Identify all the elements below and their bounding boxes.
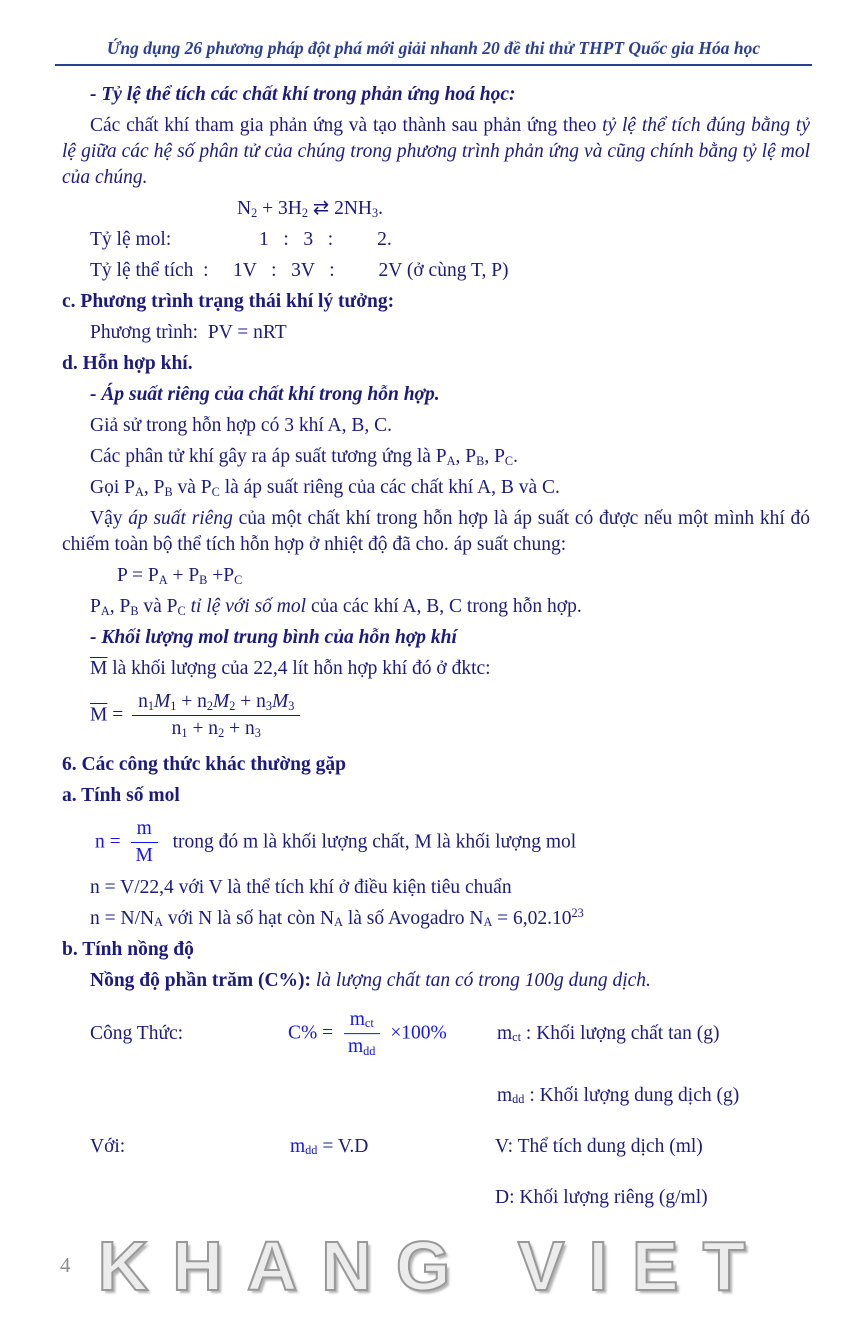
text-run: m <box>136 817 152 839</box>
text-run: 2 <box>301 205 308 220</box>
paragraph <box>62 444 810 470</box>
text-run: $\overline{M}$ <box>90 658 108 679</box>
text-run: b. Tính nồng độ <box>62 938 194 960</box>
fraction-denominator <box>130 843 159 868</box>
paragraph <box>62 563 810 589</box>
text-run: = <box>107 704 129 726</box>
text-run: Các chất khí tham gia phản ứng và tạo thành sau phản ứng theo <box>90 115 603 136</box>
text-run: - Khối lượng mol trung bình của hỗn hợp khí <box>90 627 457 648</box>
paragraph <box>62 656 810 682</box>
text-run: 2 <box>229 698 236 713</box>
text-run: 1 <box>147 698 154 713</box>
text-run: 3 <box>371 205 379 220</box>
paragraph <box>62 968 810 994</box>
text-run: P <box>90 596 101 617</box>
paragraph <box>62 690 810 742</box>
text-run: , P <box>455 446 477 467</box>
text-run: = V.D <box>317 1135 369 1157</box>
text-run: n = V/22,4 với V là thể tích khí ở điều kiện tiêu chuẩn <box>90 876 512 898</box>
paragraph <box>62 258 810 284</box>
text-run: Tỷ lệ thể tích : 1V : 3V : 2V (ở cùng T, P) <box>90 260 509 281</box>
document-body <box>0 66 867 1221</box>
content-row <box>62 1175 810 1221</box>
text-run: Giả sử trong hỗn hợp có 3 khí A, B, C. <box>90 415 393 436</box>
text-run: - Áp suất riêng của chất khí trong hỗn hợp. <box>90 384 440 405</box>
text-run: : Khối lượng chất tan (g) <box>521 1022 720 1044</box>
paragraph <box>62 82 810 108</box>
text-run: 3 <box>288 698 295 713</box>
text-run: N <box>237 198 252 219</box>
text-run: Công Thức: <box>90 1022 184 1044</box>
text-run: C <box>234 572 243 587</box>
paragraph <box>62 817 810 869</box>
text-run: C <box>504 453 514 468</box>
text-run: và P <box>172 477 212 498</box>
fraction <box>342 1008 381 1060</box>
paragraph <box>62 937 810 963</box>
text-run: c. Phương trình trạng thái khí lý tưởng: <box>62 291 395 312</box>
text-run: B <box>199 572 208 587</box>
text-run: - Tỷ lệ thể tích các chất khí trong phản ứng hoá học: <box>90 84 516 105</box>
text-run: của các khí A, B, C trong hỗn hợp. <box>306 596 582 617</box>
text-run: là lượng chất tan có trong 100g dung dịch. <box>315 969 651 991</box>
text-run: n <box>138 691 148 712</box>
content-row <box>62 1124 810 1170</box>
fraction <box>130 817 159 869</box>
text-run: + n <box>235 691 266 712</box>
text-run: + n <box>187 718 219 740</box>
text-run: m <box>349 1008 365 1030</box>
paragraph <box>62 475 810 501</box>
row-column <box>288 1008 447 1060</box>
text-run: A <box>334 915 343 930</box>
text-run: dd <box>305 1143 318 1158</box>
text-run: ⇄ <box>312 198 330 219</box>
paragraph <box>62 320 810 346</box>
text-run: M <box>153 691 171 712</box>
text-run: Vậy <box>90 508 129 529</box>
content-row <box>62 1000 810 1068</box>
text-run: A <box>100 603 110 618</box>
text-run: , P <box>143 477 165 498</box>
paragraph <box>62 382 810 408</box>
fraction-numerator <box>344 1008 380 1034</box>
text-run: 2 <box>251 205 258 220</box>
text-run: B <box>476 453 485 468</box>
text-run: + n <box>176 691 207 712</box>
paragraph <box>62 625 810 651</box>
text-run: n <box>171 718 182 740</box>
text-run: . <box>513 446 518 467</box>
watermark: KHANG VIET <box>97 1227 770 1305</box>
text-run: m <box>497 1084 513 1106</box>
text-run: + n <box>224 718 255 740</box>
text-run: 23 <box>571 906 584 921</box>
text-run: Các phân tử khí gây ra áp suất tương ứng là P <box>90 446 447 467</box>
text-run: ×100% <box>385 1021 447 1043</box>
text-run: : Khối lượng dung dịch (g) <box>524 1084 740 1106</box>
text-run: m <box>348 1036 364 1057</box>
paragraph <box>62 227 810 253</box>
row-column <box>90 1021 183 1047</box>
text-run: + P <box>167 565 200 586</box>
text-run: M <box>272 691 289 712</box>
fraction-numerator <box>132 690 300 716</box>
text-run: Phương trình: PV = nRT <box>90 322 287 343</box>
text-run: + 3H <box>257 198 302 219</box>
text-run: là số Avogadro N <box>342 907 484 929</box>
paragraph <box>62 506 810 558</box>
text-run: là khối lượng của 22,4 lít hỗn hợp khí đó ở đktc: <box>107 658 491 679</box>
text-run: V: Thể tích dung dịch (ml) <box>495 1135 703 1157</box>
text-run: m <box>497 1022 513 1044</box>
text-run: dd <box>512 1092 525 1107</box>
text-run: A <box>483 915 493 930</box>
text-run: n = <box>95 831 126 853</box>
paragraph <box>62 351 810 377</box>
text-run: Tỷ lệ mol: 1 : 3 : 2. <box>90 229 392 250</box>
paragraph <box>62 906 810 932</box>
row-column <box>90 1134 125 1160</box>
text-run: tỷ lệ thể tích đúng bằng tỷ lệ giữa các hệ số phân tử của chúng trong phương trình phản ứng và cũng chính bằng tỷ lệ mol của chúng. <box>62 115 810 188</box>
text-run: Nồng độ phần trăm (C%): <box>90 969 312 991</box>
text-run: P = P <box>117 565 159 586</box>
fraction <box>132 690 300 742</box>
row-column <box>495 1185 708 1211</box>
paragraph <box>62 113 810 191</box>
row-column <box>497 1021 720 1047</box>
text-run: 3 <box>265 698 273 713</box>
row-column <box>497 1083 739 1109</box>
text-run: 1 <box>181 726 188 741</box>
text-run: ct <box>364 1016 374 1031</box>
text-run: 2 <box>218 726 225 741</box>
text-run: n = N/N <box>90 907 155 929</box>
text-run: tỉ lệ với số mol <box>190 596 307 617</box>
text-run: với N là số hạt còn N <box>162 907 335 929</box>
text-run: ct <box>512 1030 522 1045</box>
paragraph <box>62 752 810 778</box>
text-run: B <box>164 484 173 499</box>
text-run: trong đó m là khối lượng chất, M là khối lượng mol <box>162 831 577 853</box>
text-run: là áp suất riêng của các chất khí A, B và C. <box>219 477 560 498</box>
text-run: và P <box>138 596 178 617</box>
text-run: A <box>446 453 456 468</box>
text-run: M <box>213 691 230 712</box>
paragraph <box>62 196 810 222</box>
text-run: 6. Các công thức khác thường gặp <box>62 753 346 775</box>
paragraph <box>62 289 810 315</box>
text-run: 2 <box>206 698 214 713</box>
text-run: +P <box>207 565 235 586</box>
row-column <box>495 1134 703 1160</box>
text-run: B <box>130 603 139 618</box>
text-run: dd <box>363 1043 376 1058</box>
text-run: . <box>378 198 383 219</box>
fraction-denominator <box>342 1034 381 1059</box>
text-run: Gọi P <box>90 477 135 498</box>
text-run: của một chất khí trong hỗn hợp là áp suất có được nếu một mình khí đó chiếm toàn bộ thể tích hỗn hợp ở nhiệt độ đã cho. áp suất chung: <box>62 508 811 555</box>
fraction-denominator <box>166 716 267 741</box>
text-run: A <box>158 572 168 587</box>
text-run: 1 <box>170 698 177 713</box>
text-run: Với: <box>90 1135 126 1157</box>
row-column <box>290 1134 368 1160</box>
text-run: a. Tính số mol <box>62 784 180 806</box>
paragraph <box>62 783 810 809</box>
text-run: M <box>135 845 153 867</box>
text-run: , P <box>109 596 131 617</box>
page-number: 4 <box>60 1253 71 1277</box>
text-run: = 6,02.10 <box>492 907 572 929</box>
running-header <box>0 0 867 59</box>
paragraph <box>62 413 810 439</box>
text-run: A <box>154 915 163 930</box>
text-run: d. Hỗn hợp khí. <box>62 353 193 374</box>
text-run: C% = <box>288 1021 338 1043</box>
text-run: áp suất riêng <box>128 508 233 529</box>
text-run: m <box>290 1135 306 1157</box>
content-row <box>62 1073 810 1119</box>
text-run: D: Khối lượng riêng (g/ml) <box>495 1186 708 1208</box>
text-run: 3 <box>254 726 261 741</box>
paragraph <box>62 594 810 620</box>
text-run: , P <box>484 446 505 467</box>
text-run: C <box>177 603 186 618</box>
text-run: A <box>134 484 144 499</box>
paragraph <box>62 875 810 901</box>
running-header-text: Ứng dụng 26 phương pháp đột phá mới giải nhanh 20 đề thi thử THPT Quốc gia Hóa học <box>106 38 761 58</box>
text-run: C <box>211 484 220 499</box>
text-run: $\overline{M}$ <box>90 704 108 726</box>
text-run: 2NH <box>329 198 372 219</box>
fraction-numerator <box>131 817 158 843</box>
page-footer <box>0 1216 867 1336</box>
